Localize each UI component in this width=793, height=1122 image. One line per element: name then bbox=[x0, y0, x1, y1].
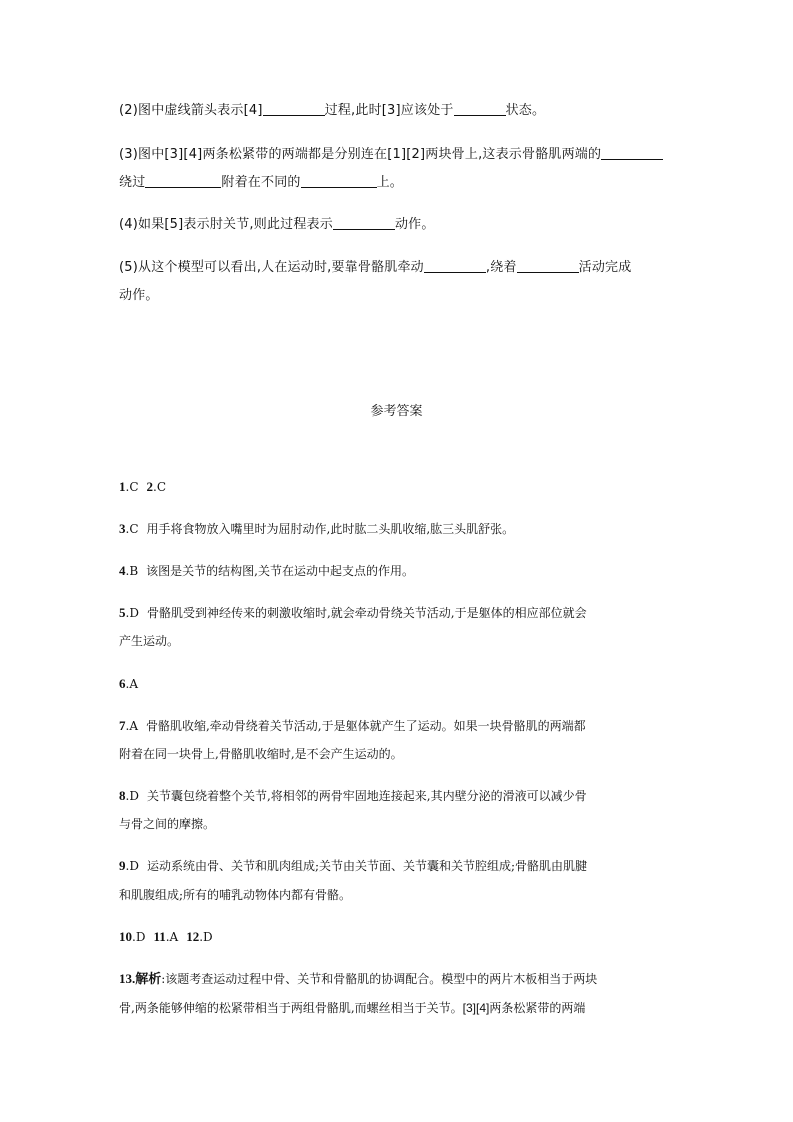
answer-choice: .D bbox=[125, 789, 139, 803]
answer-number: 6 bbox=[119, 676, 126, 691]
answer-7-line-1 bbox=[119, 718, 586, 734]
analysis-label: .解析 bbox=[132, 971, 162, 986]
q5-text-d: 动作。 bbox=[119, 288, 159, 303]
answer-4 bbox=[119, 563, 414, 579]
answer-explanation: 产生运动。 bbox=[119, 634, 180, 648]
answer-explanation: 骨骼肌收缩,牵动骨绕着关节活动,于是躯体就产生了运动。如果一块骨骼肌的两端都 bbox=[145, 719, 586, 733]
answer-number: 1 bbox=[119, 479, 126, 494]
answer-1-2 bbox=[119, 479, 166, 495]
q2-blank-2 bbox=[454, 102, 506, 116]
answer-explanation: 附着在同一块骨上,骨骼肌收缩时,是不会产生运动的。 bbox=[119, 747, 403, 761]
answer-number: 9 bbox=[119, 858, 126, 873]
answer-explanation: 和肌腹组成;所有的哺乳动物体内都有骨骼。 bbox=[119, 888, 352, 902]
q3-text-a: (3)图中[3][4]两条松紧带的两端都是分别连在[1][2]两块骨上,这表示骨骼肌两端的 bbox=[119, 147, 602, 162]
answer-choice: .C bbox=[125, 480, 139, 494]
answer-6 bbox=[119, 676, 138, 692]
answer-explanation: 用手将食物放入嘴里时为屈肘动作,此时肱二头肌收缩,肱三头肌舒张。 bbox=[146, 522, 515, 536]
answer-number: 4 bbox=[119, 563, 126, 578]
question-3-line-2 bbox=[119, 174, 403, 191]
answer-choice: .A bbox=[125, 677, 138, 691]
answer-choice: .A bbox=[125, 719, 138, 733]
answer-5-line-1 bbox=[119, 605, 587, 621]
q3-text-c: 附着在不同的 bbox=[221, 175, 301, 190]
answer-9-line-1 bbox=[119, 858, 587, 874]
q5-text-a: (5)从这个模型可以看出,人在运动时,要靠骨骼肌牵动 bbox=[119, 260, 424, 275]
answer-13-line-2 bbox=[119, 1000, 585, 1016]
q2-text-c: 状态。 bbox=[505, 103, 546, 118]
answer-8-line-1 bbox=[119, 788, 587, 804]
answer-number: 13 bbox=[119, 971, 132, 986]
q4-text-b: 动作。 bbox=[394, 217, 435, 232]
answer-choice: .B bbox=[125, 564, 139, 578]
q3-text-b: 绕过 bbox=[119, 175, 146, 190]
answers-title: 参考答案 bbox=[370, 404, 423, 419]
answer-number: 11 bbox=[153, 929, 166, 944]
q5-text-c: 活动完成 bbox=[578, 260, 632, 275]
answer-7-line-2 bbox=[119, 746, 403, 762]
answer-8-line-2 bbox=[119, 816, 215, 832]
q3-blank-3 bbox=[301, 174, 377, 188]
q2-text-a: (2)图中虚线箭头表示[4] bbox=[119, 103, 263, 118]
question-5-line-1 bbox=[119, 259, 631, 276]
answer-choice: .C bbox=[125, 522, 139, 536]
question-2 bbox=[119, 102, 545, 119]
answer-choice: .D bbox=[199, 930, 213, 944]
answer-9-line-2 bbox=[119, 887, 351, 903]
answer-explanation: 两条松紧带的两端 bbox=[489, 1001, 586, 1015]
answer-number: 2 bbox=[146, 479, 153, 494]
answer-number: 12 bbox=[186, 929, 200, 944]
answer-number: 5 bbox=[119, 605, 126, 620]
q3-text-d: 上。 bbox=[376, 175, 404, 190]
label-reference: [3][4] bbox=[462, 1001, 490, 1015]
answer-5-line-2 bbox=[119, 633, 179, 649]
answer-choice: .C bbox=[153, 480, 166, 494]
answer-choice: .D bbox=[125, 606, 139, 620]
answer-number: 3 bbox=[119, 521, 126, 536]
question-3-line-1 bbox=[119, 146, 663, 163]
question-5-line-2 bbox=[119, 287, 159, 304]
answer-explanation: 骨骼肌受到神经传来的刺激收缩时,就会牵动骨绕关节活动,于是躯体的相应部位就会 bbox=[146, 606, 587, 620]
answer-explanation: :该题考查运动过程中骨、关节和骨骼肌的协调配合。模型中的两片木板相当于两块 bbox=[161, 972, 598, 986]
q3-blank-2 bbox=[145, 174, 221, 188]
q2-text-b: 过程,此时[3]应该处于 bbox=[324, 103, 454, 118]
answer-choice: .D bbox=[125, 859, 139, 873]
question-4 bbox=[119, 216, 435, 233]
q4-text-a: (4)如果[5]表示肘关节,则此过程表示 bbox=[119, 217, 333, 232]
q3-blank-1 bbox=[601, 146, 663, 160]
answer-number: 8 bbox=[119, 788, 126, 803]
q5-blank-2 bbox=[517, 259, 579, 273]
answer-choice: .D bbox=[132, 930, 146, 944]
answer-13-line-1 bbox=[119, 971, 597, 987]
q5-text-b: ,绕着 bbox=[485, 260, 517, 275]
answer-3 bbox=[119, 521, 514, 537]
answer-explanation: 与骨之间的摩擦。 bbox=[119, 817, 216, 831]
answer-explanation: 运动系统由骨、关节和肌肉组成;关节由关节面、关节囊和关节腔组成;骨骼肌由肌腱 bbox=[146, 859, 588, 873]
answer-choice: .A bbox=[165, 930, 179, 944]
q2-blank-1 bbox=[263, 102, 325, 116]
answer-explanation: 该图是关节的结构图,关节在运动中起支点的作用。 bbox=[146, 564, 414, 578]
answer-10-12 bbox=[119, 929, 213, 945]
answer-number: 10 bbox=[119, 929, 132, 944]
q5-blank-1 bbox=[424, 259, 486, 273]
answer-explanation: 骨,两条能够伸缩的松紧带相当于两组骨骼肌,而螺丝相当于关节。 bbox=[119, 1001, 463, 1015]
answer-explanation: 关节囊包绕着整个关节,将相邻的两骨牢固地连接起来,其内壁分泌的滑液可以减少骨 bbox=[146, 789, 587, 803]
answer-number: 7 bbox=[119, 718, 126, 733]
q4-blank-1 bbox=[333, 216, 395, 230]
